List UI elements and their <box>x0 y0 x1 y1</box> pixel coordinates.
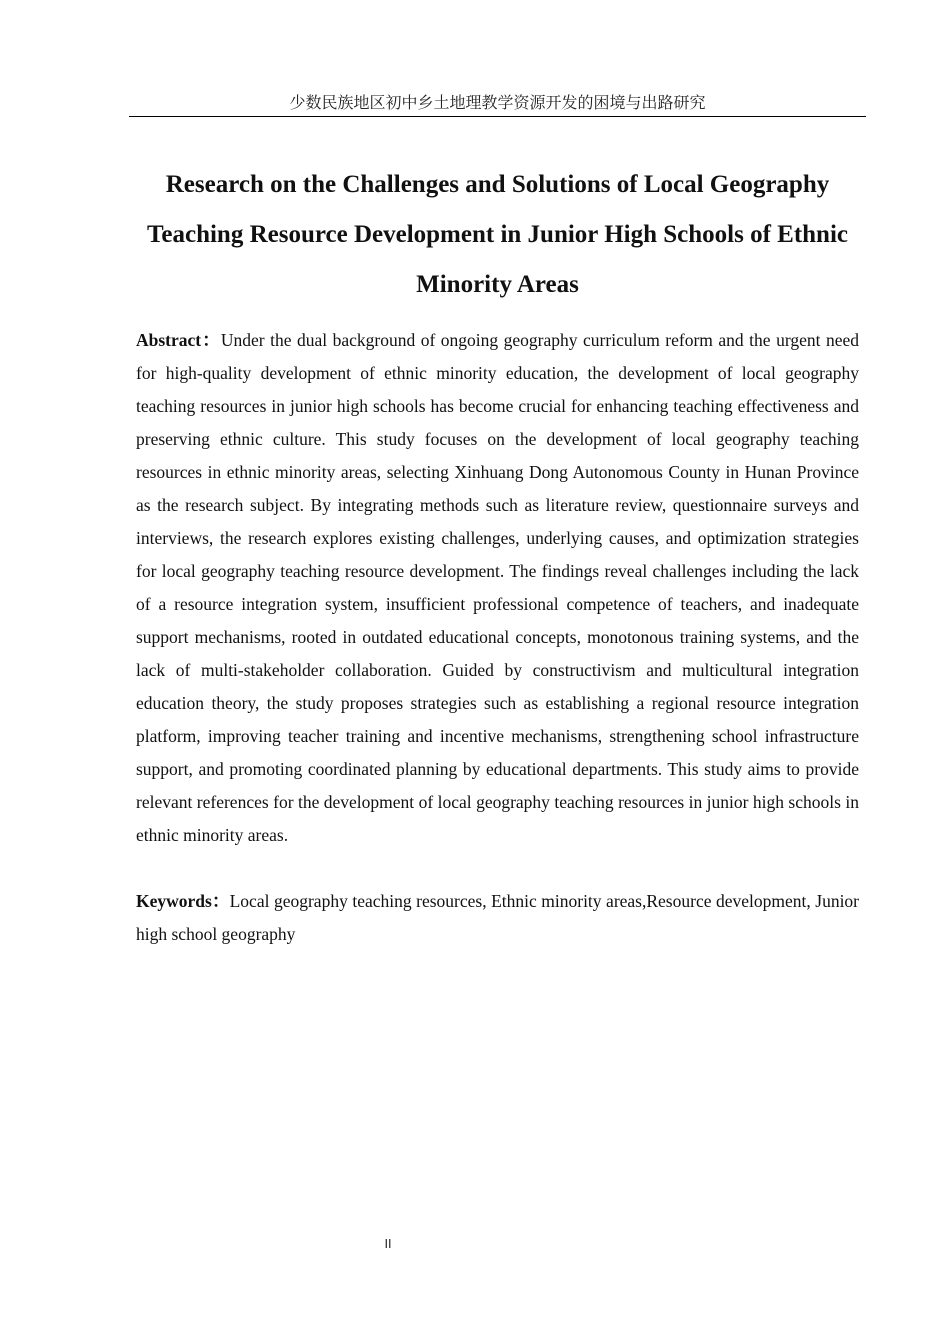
abstract-label: Abstract： <box>136 330 221 350</box>
keywords-paragraph <box>136 885 859 951</box>
keywords-text: Local geography teaching resources, Ethnic minority areas,Resource development, Junior high school geography <box>136 891 860 944</box>
keywords-label: Keywords： <box>136 891 230 911</box>
abstract-paragraph <box>136 324 859 852</box>
abstract-text: Under the dual background of ongoing geography curriculum reform and the urgent need for high-quality development of ethnic minority education, the development of local geography teaching resources in junior high schools has become crucial for enhancing teaching effectiveness and preserving ethnic culture. This study focuses on the development of local geography teaching resources in ethnic minority areas, selecting Xinhuang Dong Autonomous County in Hunan Province as the research subject. By integrating methods such as literature review, questionnaire surveys and interviews, the research explores existing challenges, underlying causes, and optimization strategies for local geography teaching resource development. The findings reveal challenges including the lack of a resource integration system, insufficient professional competence of teachers, and inadequate support mechanisms, rooted in outdated educational concepts, monotonous training systems, and the lack of multi-stakeholder collaboration. Guided by constructivism and multicultural integration education theory, the study proposes strategies such as establishing a regional resource integration platform, improving teacher training and incentive mechanisms, strengthening school infrastructure support, and promoting coordinated planning by educational departments. This study aims to provide relevant references for the development of local geography teaching resources in junior high schools in ethnic minority areas. <box>136 330 859 845</box>
page-number: II <box>384 1237 392 1251</box>
running-header: 少数民族地区初中乡土地理教学资源开发的困境与出路研究 <box>129 92 866 117</box>
paper-title: Research on the Challenges and Solutions of Local Geography Teaching Resource Development in Junior High Schools of Ethnic Minority Areas <box>147 171 848 298</box>
